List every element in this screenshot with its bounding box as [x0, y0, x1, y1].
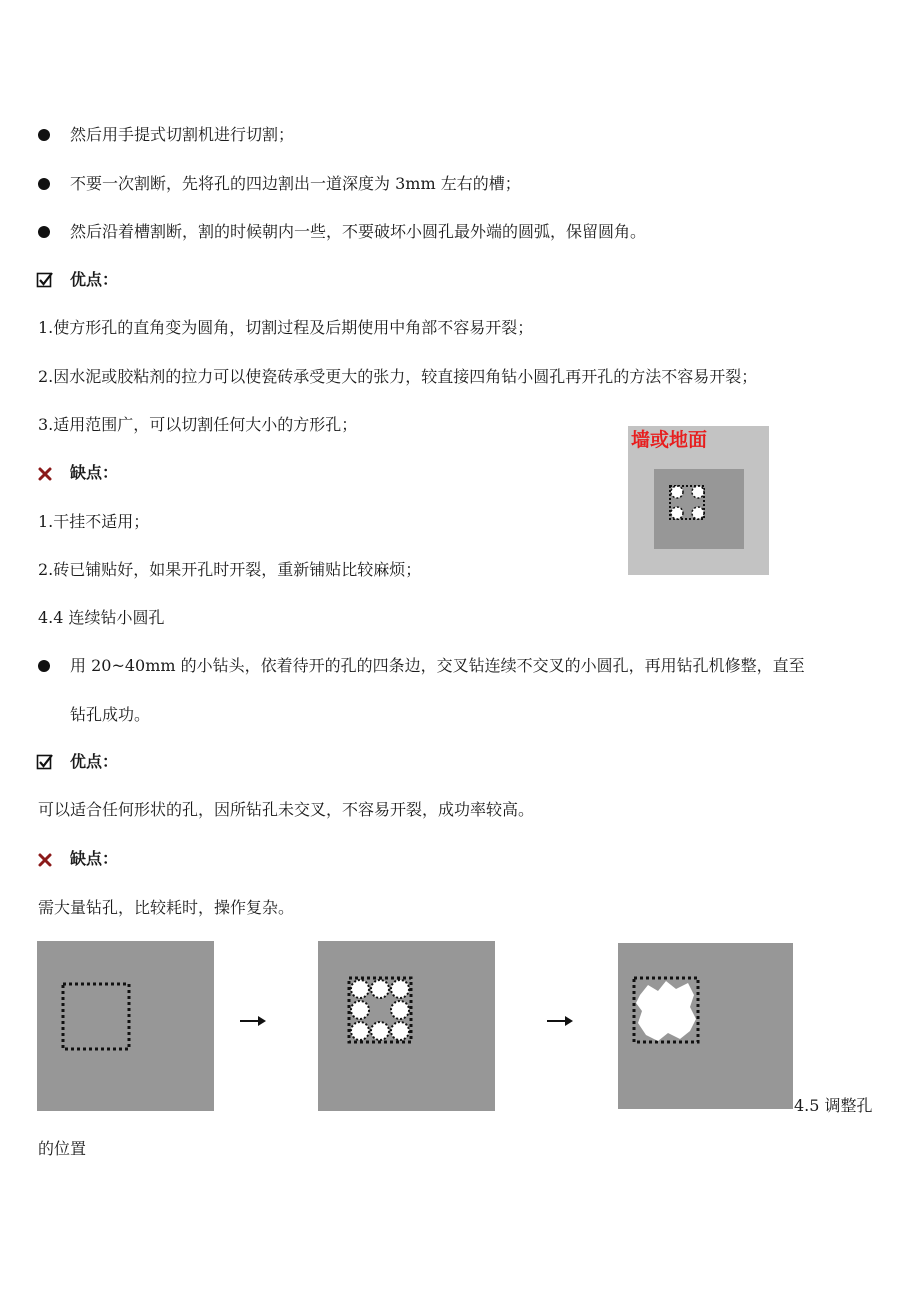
cross-icon	[36, 465, 54, 483]
step-2-drilled-holes-panel	[318, 941, 495, 1111]
step-bullet-2: 不要一次割断，先将孔的四边割出一道深度为 3mm 左右的槽；	[70, 174, 521, 193]
checked-box-icon	[36, 753, 54, 771]
step-bullet-3: 然后沿着槽割断，割的时候朝内一些，不要破坏小圆孔最外端的圆弧，保留圆角。	[70, 222, 647, 241]
next-heading-part-2: 的位置	[38, 1139, 87, 1158]
bullet-dot	[38, 226, 50, 238]
step-bullet-1: 然后用手提式切割机进行切割；	[70, 125, 295, 144]
step-1-outline-panel	[37, 941, 214, 1111]
bullet-dot	[38, 129, 50, 141]
bullet-dot	[38, 660, 50, 672]
checked-box-icon	[36, 271, 54, 289]
pros-item-2: 2.因水泥或胶粘剂的拉力可以使瓷砖承受更大的张力，较直接四角钻小圆孔再开孔的方法不容易开裂；	[38, 367, 758, 386]
section-4-4-bullet-line-2: 钻孔成功。	[70, 705, 151, 724]
cross-icon	[36, 851, 54, 869]
cons-label: 缺点：	[70, 463, 119, 482]
right-arrow-icon	[545, 1013, 575, 1029]
cons-label: 缺点：	[70, 849, 119, 868]
wall-or-floor-figure	[628, 426, 769, 575]
section-heading-4-4: 4.4 连续钻小圆孔	[38, 608, 165, 627]
pros-text: 可以适合任何形状的孔，因所钻孔未交叉，不容易开裂，成功率较高。	[38, 800, 535, 819]
pros-item-1: 1.使方形孔的直角变为圆角，切割过程及后期使用中角部不容易开裂；	[38, 318, 534, 337]
next-heading-part-1: 4.5 调整孔	[794, 1096, 873, 1115]
step-3-finished-hole-panel	[618, 943, 793, 1109]
pros-label: 优点：	[70, 752, 119, 771]
bullet-dot	[38, 178, 50, 190]
pros-label: 优点：	[70, 270, 119, 289]
tile-with-corner-holes	[654, 469, 744, 549]
cons-item-1: 1.干挂不适用；	[38, 512, 150, 531]
section-4-4-bullet-line-1: 用 20~40mm 的小钻头，依着待开的孔的四条边，交叉钻连续不交叉的小圆孔，再用钻孔机修整，直至	[70, 656, 805, 675]
cons-text: 需大量钻孔，比较耗时，操作复杂。	[38, 898, 295, 917]
right-arrow-icon	[238, 1013, 268, 1029]
cons-item-2: 2.砖已铺贴好，如果开孔时开裂，重新铺贴比较麻烦；	[38, 560, 422, 579]
pros-item-3: 3.适用范围广，可以切割任何大小的方形孔；	[38, 415, 358, 434]
wall-figure-label: 墙或地面	[631, 429, 708, 451]
